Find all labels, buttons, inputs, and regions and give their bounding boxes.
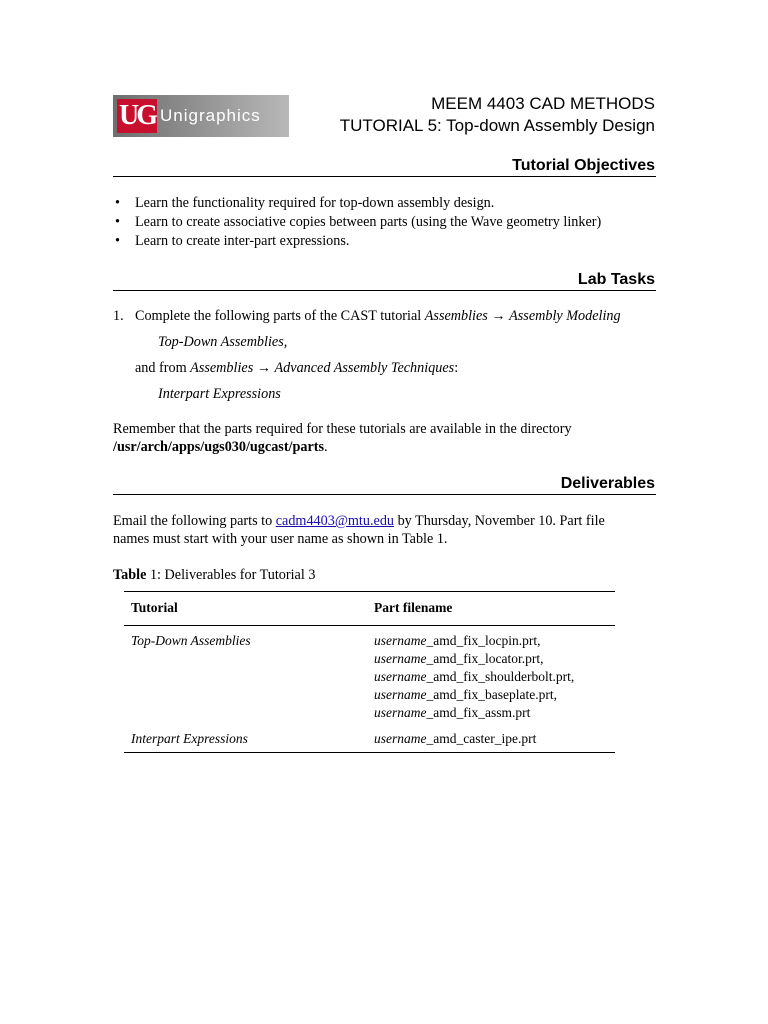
path1-part-a: Assemblies: [424, 308, 488, 324]
filename: [374, 632, 615, 650]
task-number: 1.: [113, 308, 124, 324]
column-header-filename: Part filename: [367, 592, 615, 626]
objective-item: • Learn the functionality required for top-down assembly design.: [113, 194, 601, 213]
naming-rule: names must start with your user name as shown in Table 1.: [113, 531, 448, 547]
tutorial-cell: Top-Down Assemblies: [131, 633, 251, 648]
directory-path: /usr/arch/apps/ugs030/ugcast/parts: [113, 439, 325, 455]
and-from-line: [135, 359, 458, 377]
filename-cell: [367, 726, 615, 753]
filename: [374, 650, 615, 668]
filename-suffix: _amd_fix_locpin.prt,: [426, 633, 541, 648]
username-placeholder: username: [374, 705, 427, 720]
objectives-heading: Tutorial Objectives: [512, 157, 655, 174]
username-placeholder: username: [374, 651, 427, 666]
filename-suffix: _amd_fix_shoulderbolt.prt,: [426, 669, 575, 684]
tutorial-cell: Interpart Expressions: [124, 726, 367, 753]
filename: [374, 686, 615, 704]
filename-suffix: _amd_fix_assm.prt: [426, 705, 531, 720]
tutorial-title: TUTORIAL 5: Top-down Assembly Design: [339, 116, 655, 135]
lab-tasks-rule: [113, 290, 656, 291]
subtask-interpart: Interpart Expressions: [158, 386, 281, 402]
directory-line: [113, 438, 328, 456]
filename-suffix: _amd_caster_ipe.prt: [426, 731, 537, 746]
objective-item: • Learn to create associative copies between parts (using the Wave geometry linker): [113, 213, 601, 232]
period: .: [324, 439, 328, 455]
task-line: [135, 307, 621, 325]
objective-item: • Learn to create inter-part expressions.: [113, 232, 601, 251]
filename-cell: [367, 626, 615, 727]
deliverables-table: [124, 591, 615, 753]
table-row: [124, 726, 615, 753]
course-title: MEEM 4403 CAD METHODS: [431, 94, 655, 113]
email-post: by Thursday, November 10. Part file: [394, 513, 605, 529]
filename-suffix: _amd_fix_locator.prt,: [426, 651, 544, 666]
email-link[interactable]: cadm4403@mtu.edu: [275, 513, 395, 529]
task-intro: Complete the following parts of the CAST tutorial: [135, 308, 425, 324]
remember-text: Remember that the parts required for these tutorials are available in the directory: [113, 421, 572, 437]
deliverables-heading: Deliverables: [560, 475, 655, 492]
filename-suffix: _amd_fix_baseplate.prt,: [426, 687, 557, 702]
logo-wordmark: Unigraphics: [160, 106, 261, 125]
deliverables-rule: [113, 494, 656, 495]
and-from-text: and from: [135, 360, 191, 376]
unigraphics-logo: [113, 95, 289, 137]
email-line: [113, 512, 605, 530]
table-header-row: [124, 592, 615, 626]
objectives-list: [113, 194, 601, 251]
ug-logo-mark: UG: [119, 100, 155, 131]
filename: [374, 704, 615, 722]
email-pre: Email the following parts to: [113, 513, 276, 529]
username-placeholder: username: [374, 687, 427, 702]
path1-part-b: Assembly Modeling: [509, 308, 621, 324]
objectives-rule: [113, 176, 656, 177]
arrow-icon: →: [256, 360, 271, 376]
subtask-top-down: Top-Down Assemblies,: [158, 334, 288, 350]
filename: [374, 730, 615, 748]
arrow-icon: →: [491, 308, 506, 324]
table-row: [124, 626, 615, 727]
lab-tasks-heading: Lab Tasks: [577, 271, 655, 288]
filename: [374, 668, 615, 686]
path2-part-a: Assemblies: [190, 360, 254, 376]
caption-label: Table: [113, 567, 147, 583]
table-caption: [113, 566, 315, 584]
caption-text: 1: Deliverables for Tutorial 3: [146, 567, 316, 583]
colon: :: [454, 360, 459, 376]
path2-part-b: Advanced Assembly Techniques: [274, 360, 455, 376]
column-header-tutorial: Tutorial: [124, 592, 367, 626]
username-placeholder: username: [374, 669, 427, 684]
username-placeholder: username: [374, 633, 427, 648]
username-placeholder: username: [374, 731, 427, 746]
